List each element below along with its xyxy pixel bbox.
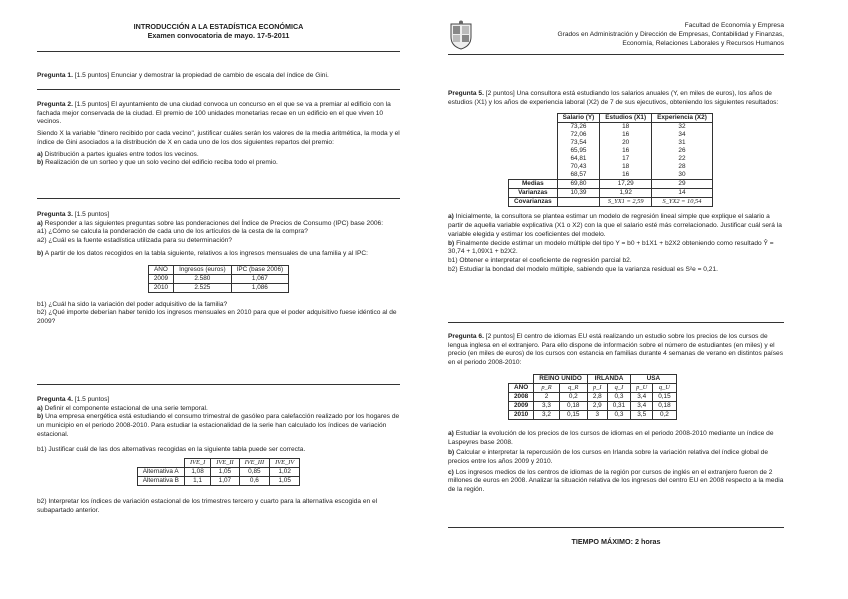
table-cell: 0,31 [607, 401, 630, 410]
divider [448, 527, 784, 528]
table-cell: 64,81 [557, 155, 600, 163]
table-cell: 73,26 [557, 123, 600, 132]
divider [37, 51, 400, 52]
table-cell: 34 [652, 131, 713, 139]
table-cell: 18 [600, 123, 652, 132]
table-cell: 0,15 [653, 392, 676, 401]
table-cell: 2009 [509, 401, 534, 410]
table-cell: 65,95 [557, 147, 600, 155]
question-6: Pregunta 6. [2 puntos] El centro de idiomas EU está realizando un estudio sobre los precios de los cursos de lengua inglesa en el extranjero. Para ello dispone de información sobre el número de estudiantes (en miles) y el precio (en miles de euros) de los cursos con estancia en familias durante 4 semanas de verano en distintos países en el periodo 2008-2010: REINO UNIDO IRLANDA USA AÑO p_R q_R p_I q_I p_U q_U 2008 2 0,2 2,8 0,3 3,4 0,15 2009 3,3 0,18 2,9 0,31 3,4 0,18 2010 3,2 0,15 3 0,3 3,5 0,2 a) Estudiar la evolución de los precios de los cursos de idiomas en el periodo 2008-2010 mediante un índice de Laspeyres base 2008. b) Calcular e interpretar la repercusión de los cursos en Irlanda sobre la variación relativa del índice global de precios entre los años 2009 y 2010. c) Los ingresos medios de los centros de idiomas de la región por cursos de inglés en el extranjero fueron de 2 millones de euros en 2008. Analizar la situación relativa de los ingresos del centro EU en 2008 respecto a la media de la región. [448, 333, 784, 494]
table-cell: 28 [652, 163, 713, 171]
courses-table: REINO UNIDO IRLANDA USA AÑO p_R q_R p_I q_I p_U q_U 2008 2 0,2 2,8 0,3 3,4 0,15 2009 3,3 0,18 2,9 0,31 3,4 0,18 2010 3,2 0,15 3 0,3 3,5 0,2 [508, 374, 677, 420]
divider [37, 89, 400, 90]
footer-time: TIEMPO MÁXIMO: 2 horas [571, 537, 661, 546]
table-cell: 68,57 [557, 171, 600, 180]
exam-subtitle: Examen convocatoria de mayo. 17-5-2011 [147, 31, 290, 40]
divider [37, 198, 400, 199]
table-cell: 2 [534, 392, 560, 401]
table-row: Alternativa A 1,08 1,05 0,85 1,02 [137, 468, 300, 477]
table-row [509, 155, 713, 163]
question-2: Pregunta 2. [1.5 puntos] El ayuntamiento de una ciudad convoca un concurso en el que se va a premiar al edificio con la fachada mejor conservada de la ciudad. El premio de 100 unidades monetarias recae en un edificio en el que viven 10 vecinos. Siendo X la variable "dinero recibido por cada vecino", justificar cuáles serán los valores de la media aritmética, la moda y el índice de Gini asociados a la distribución de X en cada uno de los dos siguientes repartos del premio: a) Distribución a partes iguales entre todos los vecinos. b) Realización de un sorteo y que un solo vecino del edificio reciba todo el premio. [37, 101, 400, 167]
table-cell: 3,2 [534, 410, 560, 419]
table-row [509, 163, 713, 171]
table-cell: 16 [600, 147, 652, 155]
table-cell: 30 [652, 171, 713, 180]
table-cell: 3,4 [631, 401, 653, 410]
table-row [509, 171, 713, 180]
table-cell: 2,9 [587, 401, 607, 410]
table-cell: 16 [600, 171, 652, 180]
table-row: Medias 69,80 17,29 29 [509, 180, 713, 189]
table-cell: 3,3 [534, 401, 560, 410]
table-cell: 0,2 [653, 410, 676, 419]
table-row [509, 410, 677, 419]
table-cell: 32 [652, 123, 713, 132]
table-cell: 26 [652, 147, 713, 155]
question-3: Pregunta 3. [1.5 puntos] a) Responder a las siguientes preguntas sobre las ponderaciones del Índice de Precios de Consumo (IPC) base 2006: a1) ¿Cómo se calcula la ponderación de cada uno de los artículos de la cesta de la compra? a2) ¿Cuál es la fuente estadística utilizada para su determinación? b) A partir de los datos recogidos en la tabla siguiente, relativos a los ingresos mensuales de una familia y al IPC: AÑO Ingresos (euros) IPC (base 2006) 2009 2.580 1,067 2010 2.525 1,086 b1) ¿Cuál ha sido la variación del poder adquisitivo de la familia? b2) ¿Qué importe deberían haber tenido los ingresos mensuales en 2010 para que el poder adquisitivo fuese idéntico al de 2009? [37, 211, 397, 325]
table-cell: 3 [587, 410, 607, 419]
faculty-header: Facultad de Economía y Empresa Grados en Administración y Dirección de Empresas, Contabilidad y Finanzas, Economía, Relaciones Laborales y Recursos Humanos [557, 22, 784, 47]
ipc-table: AÑO Ingresos (euros) IPC (base 2006) 2009 2.580 1,067 2010 2.525 1,086 [148, 265, 289, 293]
table-cell: 16 [600, 131, 652, 139]
ive-table: IVE_I IVE_II IVE_III IVE_IV Alternativa A 1,08 1,05 0,85 1,02 Alternativa B 1,1 1,07 0,6 1,05 [137, 458, 301, 486]
table-row [509, 401, 677, 410]
table-cell: 0,15 [559, 410, 587, 419]
salary-table: Salario (Y) Estudios (X1) Experiencia (X2) 73,26 18 32 72,06 16 34 73,54 20 31 65,95 16 26 64,81 17 22 70,43 18 28 68,57 16 30 Medias 69,80 17,29 29 Varianzas 10,39 1,92 14 Covarianzas S_YX1 = 2,59 S_YX2 = 10,54 [508, 113, 713, 207]
question-1: Pregunta 1. [1.5 puntos] Enunciar y demostrar la propiedad de cambio de escala del índice de Gini. [37, 72, 329, 79]
question-5: Pregunta 5. [2 puntos] Una consultora está estudiando los salarios anuales (Y, en miles de euros), los años de estudios (X1) y los años de experiencia laboral (X2) de 7 de sus ejecutivos, obteniendo los siguientes resultados: Salario (Y) Estudios (X1) Experiencia (X2) 73,26 18 32 72,06 16 34 73,54 20 31 65,95 16 26 64,81 17 22 70,43 18 28 68,57 16 30 Medias 69,80 17,29 29 Varianzas 10,39 1,92 14 Covarianzas S_YX1 = 2,59 S_YX2 = 10,54 a) Inicialmente, la consultora se plantea estimar un modelo de regresión lineal simple que explique el salario a partir de aquella variable explicativa (X1 o X2) con la que el salario esté más correlacionado. Justificar cuál será la variable elegida y estimar los coeficientes del modelo. b) Finalmente decide estimar un modelo múltiple del tipo Y = b0 + b1X1 + b2X2 obteniendo como resultado Ŷ = 30,74 + 1,09X1 + b2X2. b1) Obtener e interpretar el coeficiente de regresión parcial b2. b2) Estudiar la bondad del modelo múltiple, sabiendo que la varianza residual es S²e = 0,21. [448, 90, 782, 273]
table-cell: 0,3 [607, 392, 630, 401]
question-4: Pregunta 4. [1.5 puntos] a) Definir el componente estacional de una serie temporal. b) Una empresa energética está estudiando el consumo trimestral de gasóleo para calefacción realizado por los hogares de un municipio en el periodo 2008-2010. Para estudiar la estacionalidad de la serie han calculado los índices de variación estacional. b1) Justificar cuál de las dos alternativas recogidas en la siguiente tabla puede ser correcta. IVE_I IVE_II IVE_III IVE_IV Alternativa A 1,08 1,05 0,85 1,02 Alternativa B 1,1 1,07 0,6 1,05 b2) Interpretar los índices de variación estacional de los trimestres tercero y cuarto para la alternativa escogida en el subapartado anterior. [37, 396, 400, 514]
exam-title: INTRODUCCIÓN A LA ESTADÍSTICA ECONÓMICA [133, 22, 304, 31]
table-row [509, 392, 677, 401]
table-cell: 0,2 [559, 392, 587, 401]
table-row [509, 147, 713, 155]
table-cell: 2008 [509, 392, 534, 401]
table-cell: 22 [652, 155, 713, 163]
divider [448, 322, 784, 323]
table-cell: 17 [600, 155, 652, 163]
table-cell: 70,43 [557, 163, 600, 171]
table-cell: 0,3 [607, 410, 630, 419]
table-cell: 3,5 [631, 410, 653, 419]
divider [37, 384, 400, 385]
university-seal-icon [448, 20, 474, 50]
table-cell: 0,18 [559, 401, 587, 410]
table-cell: 20 [600, 139, 652, 147]
table-cell: 72,06 [557, 131, 600, 139]
table-cell: 0,18 [653, 401, 676, 410]
table-cell: 73,54 [557, 139, 600, 147]
table-row: 2009 2.580 1,067 [148, 274, 288, 283]
table-row [509, 131, 713, 139]
table-row: Varianzas 10,39 1,92 14 [509, 189, 713, 198]
table-cell: 2,8 [587, 392, 607, 401]
table-cell: 3,4 [631, 392, 653, 401]
table-row: Covarianzas S_YX1 = 2,59 S_YX2 = 10,54 [509, 198, 713, 207]
table-row: Alternativa B 1,1 1,07 0,6 1,05 [137, 477, 300, 486]
table-row: 2010 2.525 1,086 [148, 283, 288, 292]
divider [448, 54, 784, 55]
table-cell: 18 [600, 163, 652, 171]
table-row [509, 123, 713, 132]
table-row [509, 139, 713, 147]
table-cell: 31 [652, 139, 713, 147]
table-cell: 2010 [509, 410, 534, 419]
